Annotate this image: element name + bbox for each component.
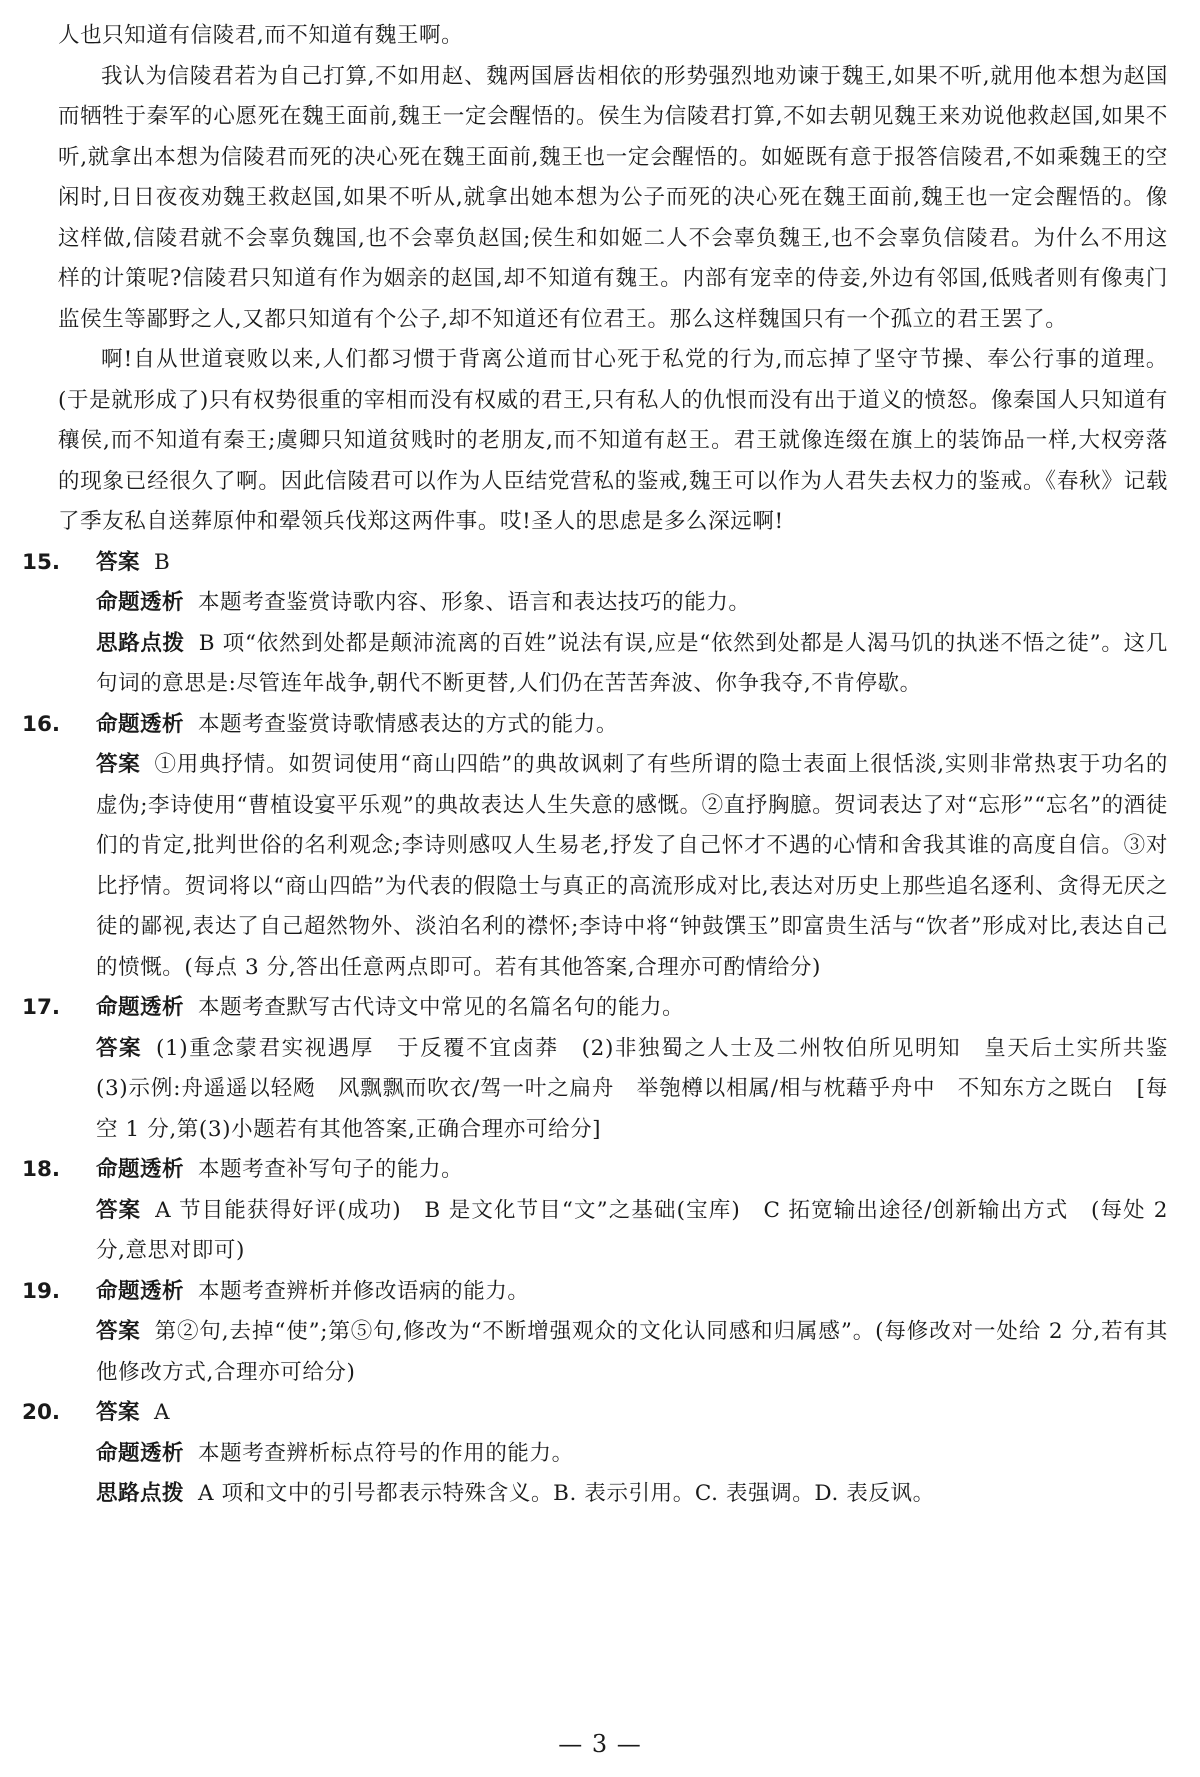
- answer-label: 答案: [96, 752, 141, 777]
- answer-text: 第②句,去掉“使”;第⑤句,修改为“不断增强观众的文化认同感和归属感”。(每修改对一处给 2 分,若有其他修改方式,合理亦可给分): [96, 1319, 1168, 1385]
- translation-paragraph: 我认为信陵君若为自己打算,不如用赵、魏两国唇齿相依的形势强烈地劝谏于魏王,如果不听,就用他本想为赵国而牺牲于秦军的心愿死在魏王面前,魏王一定会醒悟的。侯生为信陵君打算,不如去朝见魏王来劝说他救赵国,如果不听,就拿出本想为信陵君而死的决心死在魏王面前,魏王也一定会醒悟的。如姬既有意于报答信陵君,不如乘魏王的空闲时,日日夜夜劝魏王救赵国,如果不听从,就拿出她本想为公子而死的决心死在魏王面前,魏王也一定会醒悟的。像这样做,信陵君就不会辜负魏国,也不会辜负赵国;侯生和如姬二人不会辜负魏王,也不会辜负信陵君。为什么不用这样的计策呢?信陵君只知道有作为姻亲的赵国,却不知道有魏王。内部有宠幸的侍妾,外边有邻国,低贱者则有像夷门监侯生等鄙野之人,又都只知道有个公子,却不知道还有位君王。那么这样魏国只有一个孤立的君王罢了。: [58, 63, 1168, 332]
- hint-text: B 项“依然到处都是颠沛流离的百姓”说法有误,应是“依然到处都是人渴马饥的执迷不悟之徒”。这几句词的意思是:尽管连年战争,朝代不断更替,人们仍在苦苦奔波、你争我夺,不肯停歇。: [96, 630, 1168, 696]
- question-number: 16.: [22, 711, 61, 737]
- answer-label: 答案: [96, 1319, 141, 1344]
- document-body: [22, 16, 1191, 1515]
- answer-text: (1)重念蒙君实视遇厚 于反覆不宜卤莽 (2)非独蜀之人士及二州牧伯所见明知 皇天后土实所共鉴 (3)示例:舟遥遥以轻飏 风飘飘而吹衣/驾一叶之扁舟 举匏樽以相属/相与枕藉乎舟中 不知东方之既白 [每空 1 分,第(3)小题若有其他答案,正确合理亦可给分]: [96, 1035, 1191, 1142]
- hint-label: 思路点拨: [96, 630, 185, 656]
- answer-text: A 节目能获得好评(成功) B 是文化节目“文”之基础(宝库) C 拓宽输出途径/创新输出方式 (每处 2 分,意思对即可): [96, 1197, 1168, 1263]
- question-18: [22, 1150, 1168, 1272]
- hint-label: 思路点拨: [96, 1481, 185, 1506]
- analysis-label: 命题透析: [96, 1278, 185, 1304]
- analysis-text: 本题考查辨析标点符号的作用的能力。: [198, 1440, 574, 1466]
- analysis-text: 本题考查辨析并修改语病的能力。: [198, 1278, 530, 1304]
- analysis-label: 命题透析: [96, 1440, 185, 1466]
- question-number: 19.: [22, 1278, 61, 1304]
- translation-paragraph: 啊!自从世道衰败以来,人们都习惯于背离公道而甘心死于私党的行为,而忘掉了坚守节操、奉公行事的道理。(于是就形成了)只有权势很重的宰相而没有权威的君王,只有私人的仇恨而没有出于道义的愤怒。像秦国人只知道有穰侯,而不知道有秦王;虞卿只知道贫贱时的老朋友,而不知道有赵王。君王就像连缀在旗上的装饰品一样,大权旁落的现象已经很久了啊。因此信陵君可以作为人臣结党营私的鉴戒,魏王可以作为人君失去权力的鉴戒。《春秋》记载了季友私自送葬原仲和翚领兵伐郑这两件事。哎!圣人的思虑是多么深远啊!: [58, 347, 1168, 534]
- hint-text: A 项和文中的引号都表示特殊含义。B. 表示引用。C. 表强调。D. 表反讽。: [198, 1481, 935, 1506]
- question-20: [22, 1393, 1168, 1515]
- answer-text: ①用典抒情。如贺词使用“商山四皓”的典故讽刺了有些所谓的隐士表面上很恬淡,实则非常热衷于功名的虚伪;李诗使用“曹植设宴平乐观”的典故表达人生失意的感慨。②直抒胸臆。贺词表达了对“忘形”“忘名”的酒徒们的肯定,批判世俗的名利观念;李诗则感叹人生易老,抒发了自己怀才不遇的心情和舍我其谁的高度自信。③对比抒情。贺词将以“商山四皓”为代表的假隐士与真正的高流形成对比,表达对历史上那些追名逐利、贪得无厌之徒的鄙视,表达了自己超然物外、淡泊名利的襟怀;李诗中将“钟鼓馔玉”即富贵生活与“饮者”形成对比,表达自己的愤慨。(每点 3 分,答出任意两点即可。若有其他答案,合理亦可酌情给分): [96, 752, 1168, 980]
- question-15: [22, 543, 1168, 705]
- answer-label: 答案: [96, 1035, 142, 1061]
- analysis-label: 命题透析: [96, 995, 185, 1020]
- analysis-text: 本题考查默写古代诗文中常见的名篇名句的能力。: [198, 995, 685, 1020]
- analysis-text: 本题考查补写句子的能力。: [198, 1157, 464, 1182]
- translation-paragraph: 人也只知道有信陵君,而不知道有魏王啊。: [58, 23, 464, 48]
- question-17: [22, 988, 1191, 1150]
- analysis-text: 本题考查鉴赏诗歌情感表达的方式的能力。: [198, 711, 618, 737]
- analysis-text: 本题考查鉴赏诗歌内容、形象、语言和表达技巧的能力。: [198, 590, 751, 615]
- question-19: [22, 1272, 1168, 1394]
- analysis-label: 命题透析: [96, 711, 185, 737]
- question-number: 18.: [22, 1157, 61, 1182]
- analysis-label: 命题透析: [96, 1157, 185, 1182]
- answer-text: B: [154, 549, 171, 575]
- question-number: 15.: [22, 549, 61, 575]
- answer-label: 答案: [96, 1400, 141, 1425]
- question-16: [22, 705, 1168, 989]
- answer-label: 答案: [96, 1197, 142, 1223]
- page-number: — 3 —: [558, 1730, 642, 1758]
- answer-text: A: [154, 1400, 171, 1425]
- question-number: 20.: [22, 1400, 61, 1425]
- answer-label: 答案: [96, 549, 141, 575]
- question-number: 17.: [22, 995, 61, 1020]
- analysis-label: 命题透析: [96, 590, 185, 615]
